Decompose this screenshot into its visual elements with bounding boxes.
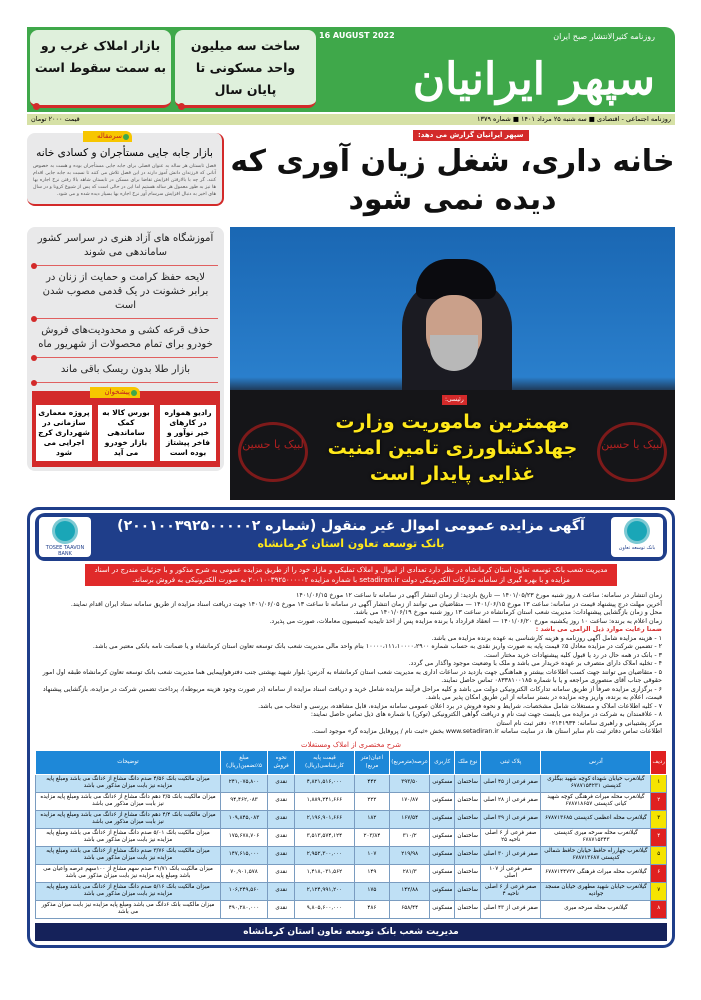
table-header: ردیف [651, 750, 667, 774]
teaser-west-market[interactable]: بازار املاک غرب رو به سمت سقوط است [30, 30, 171, 108]
newspaper-logo: سپهر ایرانیان [412, 54, 655, 105]
table-cell: نقدی [268, 864, 295, 882]
table-cell: ۴۸۶ [354, 900, 390, 918]
price: قیمت ۲۰۰۰ تومان [31, 115, 80, 123]
table-cell: ساختمان [455, 864, 481, 882]
table-row [36, 828, 667, 846]
condition-line: ۱ - هزینه مزایده شامل آگهی روزنامه و هزینه کارشناسی به عهده برنده مزایده می باشد. [431, 634, 662, 642]
pishkhan-item[interactable]: بورس کالا به کمک ساماندهی بازار خودرو می آید [98, 405, 154, 461]
table-cell: مسکونی [430, 846, 455, 864]
table-row [36, 864, 667, 882]
ad-header [35, 513, 667, 561]
turban [416, 259, 496, 299]
ad-footer: مدیریت شعب بانک توسعه تعاون استان کرمانشاه [35, 923, 667, 941]
table-cell: نقدی [268, 846, 295, 864]
pishkhan-item[interactable]: پروژه معماری سازمانی در شهرداری کرج اجرایی می شود [36, 405, 92, 461]
condition-line: اطلاعات تماس دفاتر ثبت نام سایر استان ها، در سایت سامانه www.setadiran.ir بخش «ثبت نام / پروفایل مزایده گر» موجود است. [311, 728, 662, 735]
condition-line: ۶ - برگزاری مزایده صرفاً از طریق سامانه تدارکات الکترونیکی دولت می باشد و کلیه مراحل فرآیند مزایده شامل خرید و دریافت اسناد مزایده از سامانه (در صورت وجود هزینه مربوطه)، پرداخت تضمین شرکت در مزایده، بازگشایی پیشنهاد قیمت، اعلام به برنده، واریز وجه مزایده در بستر سامانه از این طریق امکان پذیر می باشد. [42, 685, 662, 701]
masthead [27, 27, 675, 112]
table-row [36, 792, 667, 810]
table-cell: گیلانغرب خیابان شهداء کوچه شهید بیگلری کدپستی ۶۷۸۷۱۵۴۲۳۱ [541, 774, 651, 792]
side-news-item[interactable]: لایحه حفظ کرامت و حمایت از زنان در برابر خشونت در یک قدمی مصوب شدن است [33, 266, 218, 319]
table-cell: ۴۴۲ [354, 774, 390, 792]
table-caption: شرح مختصری از املاک ومستغلات [300, 740, 402, 749]
condition-line: ۵ - متقاضیان می توانند جهت کسب اطلاعات بیشتر و هماهنگی جهت بازدید در ساعات اداری به مدیریت شعب استان کرمانشاه به آدرس: بلوار شهید بهشتی جنب دفترهواپیمایی هما مدیریت شعب بانک توسعه تعاون کرمانشاه طبقه اول امور حقوقی جناب آقای منصوری مراجعه و یا با شماره ۰۸۳۳۸۱۰۰۱۸۵ تماس حاصل نمایند. [42, 668, 662, 684]
table-cell: ۲ [651, 792, 667, 810]
pishkhan-badge: پیشخوان [90, 387, 140, 398]
page-marker [33, 103, 40, 110]
table-cell: ۷ [651, 882, 667, 900]
pishkhan-box [32, 388, 220, 467]
table-cell: صفر فرعی از ۲۸ اصلی [480, 792, 540, 810]
table-cell: مسکونی [430, 792, 455, 810]
calligraphy-emblem: لبیک یا حسین [238, 422, 308, 482]
condition-line: ۳ - بانک در همه حال در رد یا قبول کلیه پیشنهادات خرید مختار است. [483, 651, 662, 659]
ad-line: محل و زمان بازگشایی پیشنهادات: مدیریت شعب استان کرمانشاه در ساعت ۱۳ روز شنبه مورخ ۱۴۰۱/۰۶/۱۹ می باشد. [353, 609, 662, 616]
date-english: 16 AUGUST 2022 [319, 31, 395, 40]
table-cell: گیلانغرب چهارراه حافظ خیابان حافظ شمالی کدپستی ۶۷۸۷۱۳۶۸۷ [541, 846, 651, 864]
table-cell: میزان مالکیت بانک ۴/۴ دهم دانگ مشاع از ۶دانگ می باشد ومبلغ پایه مزایده نیز بابت میزان مذکور می باشد [36, 810, 221, 828]
ad-subtitle: بانک توسعه تعاون استان کرمانشاه [257, 537, 445, 550]
table-row [36, 810, 667, 828]
table-cell: ۱۴۲/۸۸ [390, 882, 430, 900]
page-marker [178, 103, 185, 110]
table-cell: ۱۷۵,۶۷۸,۷۰۶ [221, 828, 268, 846]
condition-line: مرکز پشتیبانی و راهبری سامانه: ۰۲۱۴۱۹۳۴ دفتر ثبت نام استان [496, 719, 662, 727]
table-header: نوع ملک [455, 750, 481, 774]
table-cell: ۳۱۰/۲ [390, 828, 430, 846]
table-cell: ۴ [651, 828, 667, 846]
table-cell: میزان مالکیت بانک ۴/۵۶ صدم دانگ مشاع از ۶دانگ می باشد ومبلغ پایه مزایده نیز بابت میزان مذکور می باشد [36, 774, 221, 792]
table-cell: ۲,۱۲۴,۹۹۱,۲۰۰ [295, 882, 354, 900]
table-header: مبلغ ۵٪تضمین(ریال) [221, 750, 268, 774]
headline-kicker: سپهر ایرانیان گزارش می دهد: [413, 130, 529, 141]
table-header: کاربری [430, 750, 455, 774]
table-cell: ۶ [651, 864, 667, 882]
table-cell: صفر فرعی از ۴۳ اصلی [480, 900, 540, 918]
table-cell: مسکونی [430, 810, 455, 828]
table-cell: صفر فرعی از ۳۰ اصلی [480, 846, 540, 864]
table-cell: ۱,۴۱۸,۰۳۱,۵۶۲ [295, 864, 354, 882]
table-cell: ۱۷۰/۸۷ [390, 792, 430, 810]
editorial-title: بازار جابه جایی مستأجران و کسادی خانه [36, 147, 213, 159]
table-cell: صفر فرعی از ۳۹ اصلی [480, 810, 540, 828]
table-cell: صفر فرعی از ۱۰۷ اصلی [480, 864, 540, 882]
calligraphy-emblem: لبیک یا حسین [597, 422, 667, 482]
table-cell: ۱۰۹,۸۴۵,۰۸۳ [221, 810, 268, 828]
table-cell: ۱۰۷ [354, 846, 390, 864]
table-cell: گیلانغرب محله سرخه میری کدپستی ۶۷۸۷۱۵۳۴۳ [541, 828, 651, 846]
side-news [27, 227, 224, 471]
table-cell: ۳,۵۱۳,۵۷۴,۱۲۴ [295, 828, 354, 846]
table-cell: ساختمان [455, 810, 481, 828]
table-cell: ۱۴۷,۶۱۵,۰۰۰ [221, 846, 268, 864]
table-cell: گیلانغرب محله سرخه میری [541, 900, 651, 918]
table-cell: نقدی [268, 900, 295, 918]
side-news-item[interactable]: آموزشگاه های آزاد هنری در سراسر کشور ساماندهی می شوند [33, 227, 218, 266]
issue-strip [27, 114, 675, 125]
ad-line: زمان انتشار در سامانه: ساعت ۸ روز شنبه مورخ ۱۴۰۱/۰۵/۲۳ — تاریخ بازدید: از زمان انتشار آگهی در سامانه تا ساعت ۱۲ مورخ ۱۴۰۱/۰۶/۱۵ [296, 592, 662, 599]
table-cell: ساختمان [455, 792, 481, 810]
editorial-box[interactable] [27, 133, 224, 206]
table-header: اعیان(متر مربع) [354, 750, 390, 774]
table-cell: ۲,۱۹۶,۹۰۱,۶۶۶ [295, 810, 354, 828]
table-row [36, 882, 667, 900]
table-row [36, 846, 667, 864]
bank-logo: بانک توسعه تعاون [611, 517, 663, 557]
table-cell: مسکونی [430, 864, 455, 882]
table-cell: ساختمان [455, 882, 481, 900]
table-cell: گیلانغرب محله میراث فرهنگی ۶۷۸۷۱۴۴۷۲۷ [541, 864, 651, 882]
table-cell: ۹۴,۴۶۲,۰۸۳ [221, 792, 268, 810]
table-cell: میزان مالکیت بانک ۵/۰۱ صدم دانگ مشاع از ۶دانگ می باشد ومبلغ پایه مزایده نیز بابت میزان مذکور می باشد [36, 828, 221, 846]
table-row [36, 774, 667, 792]
table-cell: میزان مالکیت بانک ۳/۷۶ صدم دانگ مشاع از ۶دانگ می باشد ومبلغ پایه مزایده نیز بابت میزان مذکور می باشد [36, 846, 221, 864]
auction-ad [27, 507, 675, 948]
table-header: عرصه(مترمربع) [390, 750, 430, 774]
table-cell: ساختمان [455, 900, 481, 918]
table-cell: ۱۸۲ [354, 810, 390, 828]
ad-body [40, 592, 662, 737]
table-header: قیمت پایه کارشناسی(ریال) [295, 750, 354, 774]
table-cell: ۲۸۱/۳ [390, 864, 430, 882]
editorial-badge: سرمقاله [83, 131, 132, 142]
table-cell: مسکونی [430, 774, 455, 792]
table-cell: ۱,۸۸۹,۲۴۱,۶۶۶ [295, 792, 354, 810]
side-news-item[interactable]: بازار طلا بدون ریسک باقی ماند [33, 358, 218, 383]
tagline: روزنامه کثیرالانتشار صبح ایران [553, 32, 655, 41]
table-cell: نقدی [268, 882, 295, 900]
table-cell: ۷۰,۹۰۱,۵۷۸ [221, 864, 268, 882]
condition-line: ۸ - علاقمندان به شرکت در مزایده می بایست جهت ثبت نام و دریافت گواهی الکترونیکی (توکن) با شماره های ذیل تماس حاصل نمایند: [310, 711, 662, 718]
table-cell: ۴,۸۲۱,۵۱۶,۰۰۰ [295, 774, 354, 792]
table-cell: ۲۴۱,۰۷۵,۸۰۰ [221, 774, 268, 792]
lead-photo[interactable] [230, 227, 675, 500]
table-cell: میزان مالکیت بانک ۵/۱۶ صدم دانگ مشاع از ۶دانگ می باشد ومبلغ پایه مزایده نیز بابت میزان مذکور می باشد [36, 882, 221, 900]
table-cell: ۸ [651, 900, 667, 918]
ad-title: آگهی مزایده عمومی اموال غیر منقول (شماره ۲۰۰۱۰۰۳۹۲۵۰۰۰۰۰۲) [117, 518, 585, 534]
table-cell: ساختمان [455, 846, 481, 864]
table-cell: صفر فرعی از ۶ اصلی ناحیه ۴ [480, 882, 540, 900]
table-cell: ۹,۸۰۵,۶۰۰,۰۰۰ [295, 900, 354, 918]
table-cell: نقدی [268, 810, 295, 828]
table-cell: میزان مالکیت بانک ۴۱/۷۱ صدم سهم مشاع از ۱۰۰سهم عرصه واعیان می باشد ومبلغ پایه مزایده نیز بابت میزان مذکور می باشد [36, 864, 221, 882]
table-cell: ۳۹۳/۵۰ [390, 774, 430, 792]
table-cell: ساختمان [455, 774, 481, 792]
ad-line: زمان اعلام به برنده: ساعت ۱۰ روز یکشنبه مورخ ۱۴۰۱/۰۶/۲۰ — انعقاد قرارداد با برنده مزایده پس از اخذ تاییدیه کمیسیون معاملات، صورت می پذیرد. [269, 617, 662, 625]
table-cell: صفر فرعی از ۶ اصلی ناحیه ۲۵ [480, 828, 540, 846]
photo-kicker: رئیسی: [442, 395, 467, 405]
table-header: نحوه فروش [268, 750, 295, 774]
table-cell: میزان مالکیت بانک ۶دانگ می باشد ومبلغ پایه مزایده نیز بابت میزان مذکور می باشد [36, 900, 221, 918]
editorial-body: فصل تابستان هر ساله به عنوان فصلی برای جابه جایی مستأجران بوده و هست به خصوص آنانی که فرزندان دانش آموز دارند در این فصل تلاش می کنند تا نسبت به جابه جایی اقدام کنند. گر چه با بالارفتن افزایش تقاضا برای مسکن در تابستان شاهد بالا رفتن نرخ اجاره بها ها نیز به طور معمول هر ساله هستیم اما این در حالی است که پس از شیوع کرونا و در سال های اخیر به دنبال افزایش سرسام آور نرخ اجاره بها بسیار دیده شده و می شود. [33, 164, 216, 197]
table-cell: ۱۷۵ [354, 882, 390, 900]
table-cell: مسکونی [430, 900, 455, 918]
pishkhan-item[interactable]: رادیو همواره در کارهای خیر نوآور و فاخر پیشتاز بوده است [160, 405, 216, 461]
ad-line: آخرین مهلت درج پیشنهاد قیمت در سامانه: ساعت ۱۳ مورخ ۱۴۰۱/۰۶/۱۵ — متقاضیان می توانند از زمان انتشار آگهی در سامانه تا ساعت ۱۳ مورخ ۱۴۰۱/۰۶/۰۵ جهت دریافت اسناد مزایده از طریق سامانه ستاد ایران اقدام نمایند. [70, 600, 662, 608]
table-row [36, 900, 667, 918]
bank-logo: TOSEE TAAVON BANK [39, 517, 91, 557]
table-cell: ۲۲۲ [354, 792, 390, 810]
ad-intro: مدیریت شعب بانک توسعه تعاون استان کرمانشاه در نظر دارد تعدادی از اموال و املاک تملیکی و مازاد خود را از طریق مزایده عمومی به شرح مذکور و با جزئیات مندرج در اسناد مزایده و با بهره گیری از سامانه تدارکات الکترونیکی دولت setadiran.ir با شماره مزایده ۲۰۰۱۰۰۳۹۲۵۰۰۰۰۰۲ به صورت الکترونیکی به فروش برساند. [85, 564, 617, 586]
table-cell: ۲,۹۵۲,۳۰۰,۰۰۰ [295, 846, 354, 864]
table-cell: نقدی [268, 774, 295, 792]
table-header: توضیحات [36, 750, 221, 774]
table-cell: ۲۰۳/۸۴ [354, 828, 390, 846]
table-cell: گیلانغرب محله میراث فرهنگی کوچه شهید کیانی کدپستی ۶۷۸۷۱۸۶۵۷ [541, 792, 651, 810]
table-cell: صفر فرعی از ۴۵ اصلی [480, 774, 540, 792]
condition-line: ۷ - کلیه اطلاعات املاک و مستغلات شامل مشخصات، شرایط و نحوه فروش در برد اعلان عمومی سامانه مزایده، قابل مشاهده، بررسی و انتخاب می باشد. [258, 702, 662, 710]
condition-line: ۴ - تخلیه املاک دارای متصرف بر عهده خریدار می باشد و ملک با وضعیت موجود واگذار می گردد. [408, 660, 662, 667]
table-cell: ۱۰۶,۲۴۹,۵۶۰ [221, 882, 268, 900]
main-headline[interactable]: خانه داری، شغل زیان آوری که دیده نمی شود [230, 144, 675, 217]
table-cell: ۳ [651, 810, 667, 828]
conditions-title: ضمنا رعایت موارد ذیل الزامی می باشد : [535, 626, 662, 633]
table-cell: ۴۹۰,۲۸۰,۰۰۰ [221, 900, 268, 918]
table-cell: گیلانغرب خیابان شهید مطهری خیابان مسجد جوادیه [541, 882, 651, 900]
table-header: پلاک ثبتی [480, 750, 540, 774]
issue-info: روزنامه اجتماعی - اقتصادی ■ سه شنبه ۲۵ مرداد ۱۴۰۱ ■ شماره ۱۳۷۹ [477, 115, 671, 123]
photo-headline: مهمترین ماموریت وزارت جهادکشاورزی تامین امنیت غذایی پایدار است [327, 411, 578, 485]
table-cell: ساختمان [455, 828, 481, 846]
table-cell: ۱۴۹ [354, 864, 390, 882]
table-cell: ۱۶۷/۵۴ [390, 810, 430, 828]
side-news-item[interactable]: حذف قرعه کشی و محدودیت‌های فروش خودرو برای تمام محصولات از شهریور ماه [33, 319, 218, 358]
table-cell: ۵ [651, 846, 667, 864]
table-cell: نقدی [268, 792, 295, 810]
table-header: آدرس [541, 750, 651, 774]
table-cell: ۲۱۹/۹۸ [390, 846, 430, 864]
table-cell: ۶۵۸/۴۴ [390, 900, 430, 918]
teaser-housing[interactable]: ساخت سه میلیون واحد مسکونی تا پایان سال [175, 30, 316, 108]
table-cell: نقدی [268, 828, 295, 846]
table-cell: مسکونی [430, 828, 455, 846]
condition-line: ۲ - تضمین شرکت در مزایده معادل ۵٪ قیمت پایه به صورت واریز نقدی به حساب شماره ۱۰۰۰۰،۱۱۱،۱۰۰۰۰،۲۹۰۰ بنام واحد مالی مدیریت شعب بانک توسعه تعاون استان کرمانشاه و یا ضمانت نامه بانکی معتبر می باشد. [92, 643, 662, 650]
table-cell: مسکونی [430, 882, 455, 900]
table-cell: ۱ [651, 774, 667, 792]
properties-table [35, 750, 667, 919]
table-cell: گیلانغرب محله اعظمی کدپستی ۶۷۸۷۱۳۶۸۵ [541, 810, 651, 828]
table-cell: میزان مالکیت بانک ۳/۵ دهم دانگ مشاع از ۶دانگ می باشد ومبلغ پایه مزایده نیز بابت میزان مذکور می باشد [36, 792, 221, 810]
